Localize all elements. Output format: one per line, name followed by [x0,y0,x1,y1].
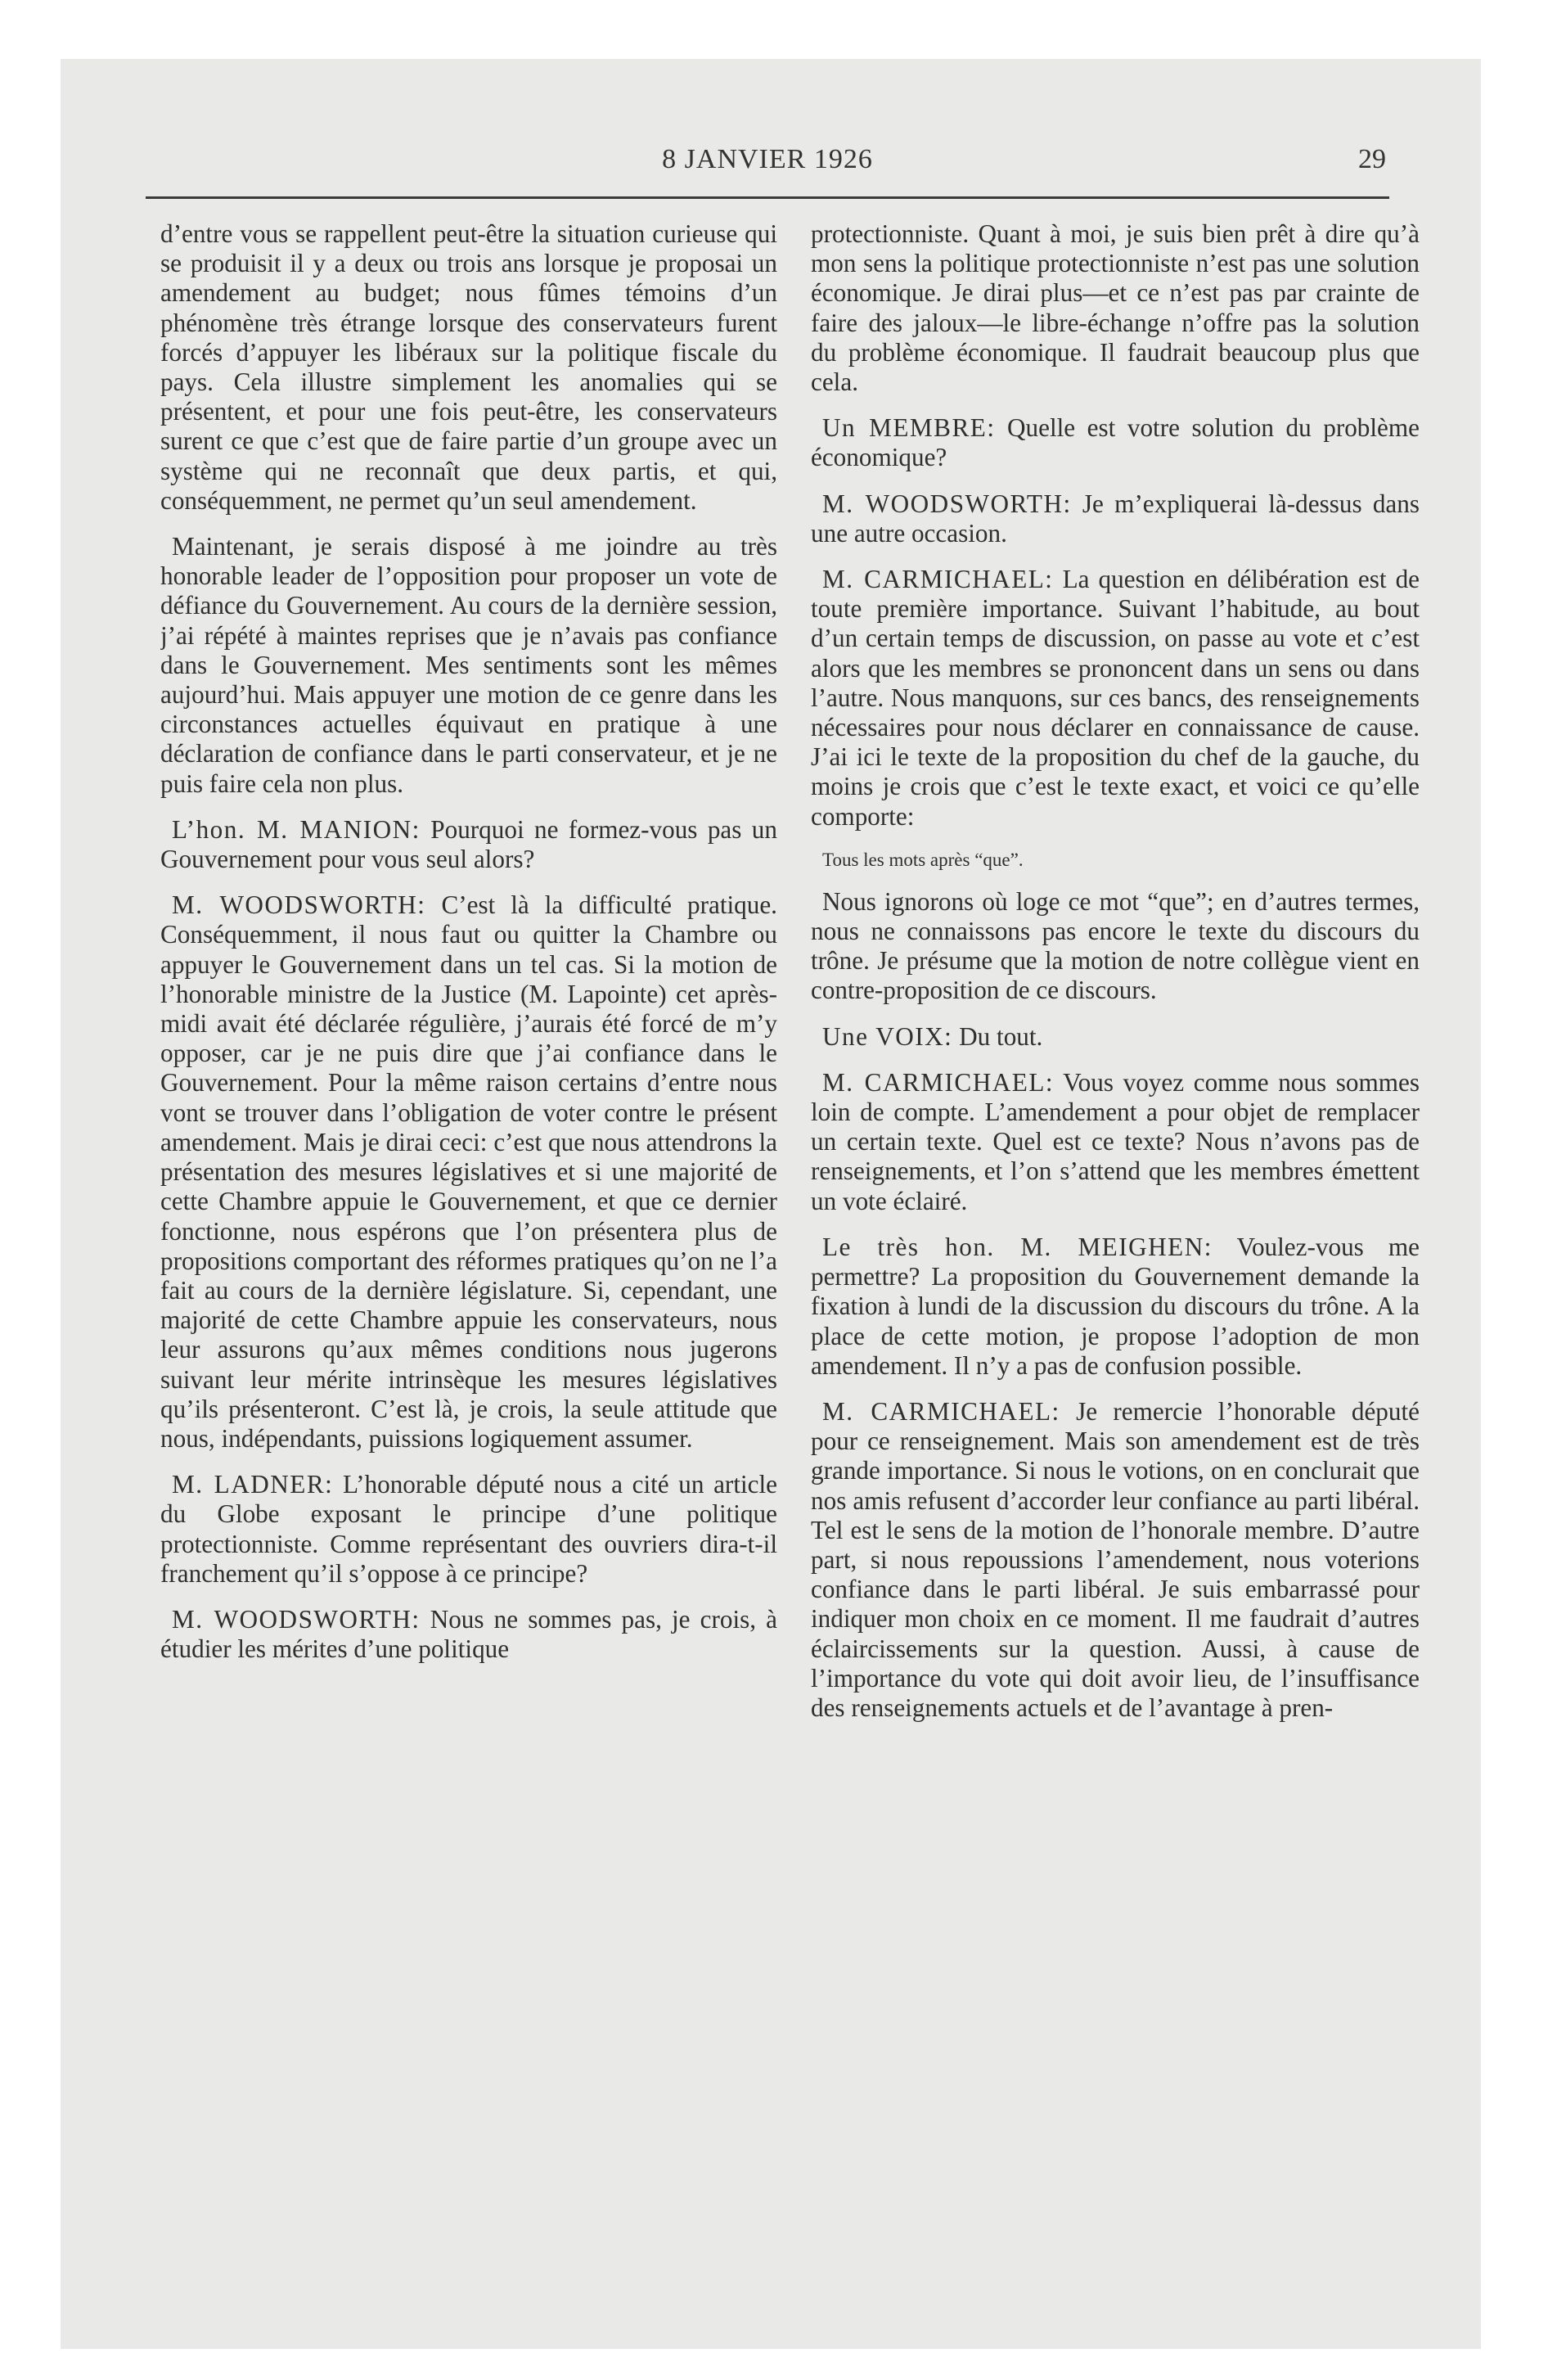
speaker: M. CARMICHAEL: [822,565,1054,594]
header-rule [146,196,1389,199]
speech: M. LADNER: L’honorable député nous a cité un article du Globe exposant le principe d’une politique protectionniste. Comme représentant des ouvriers dira-t-il franchement qu’il s’oppose à ce principe? [160,1470,777,1588]
running-head: 8 JANVIER 1926 [662,144,873,174]
paragraph: protectionniste. Quant à moi, je suis bien prêt à dire qu’à mon sens la politique protectionniste n’est pas une solution économique. Je dirai plus—et ce n’est pas par crainte de faire des jaloux—le libre-échange n’offre pas la solution du problème économique. Il faudrait beaucoup plus que cela. [811,219,1420,397]
speaker: Le très hon. M. MEIGHEN: [822,1232,1213,1261]
speech: Un MEMBRE: Quelle est votre solution du problème économique? [811,413,1420,472]
quotation: Tous les mots après “que”. [822,849,1024,870]
speaker: M. CARMICHAEL: [822,1067,1055,1097]
speech: Une VOIX: Du tout. [822,1021,1043,1051]
speech: M. CARMICHAEL: Vous voyez comme nous sommes loin de compte. L’amendement a pour objet de remplacer un certain texte. Quel est ce texte? Nous n’avons pas de renseignements, et l’on s’attend que les membres émettent un vote éclairé. [811,1067,1420,1215]
speech: M. WOODSWORTH: C’est là la difficulté pratique. Conséquemment, il nous faut ou quitter la Chambre ou appuyer le Gouvernement dans un tel cas. Si la motion de l’honorable ministre de la Justice (M. Lapointe) cet après-midi avait été déclarée régulière, j’aurais été forcé de m’y opposer, car je ne puis dire que j’ai confiance dans le Gouvernement. Pour la même raison certains d’entre nous vont se trouver dans l’obligation de voter contre le présent amendement. Mais je dirai ceci: c’est que nous attendrons la présentation des mesures législatives et si une majorité de cette Chambre appuie le Gouvernement, et que ce dernier fonctionne, nous espérons que l’on présentera plus de propositions comportant des réformes pratiques qu’on ne l’a fait au cours de la dernière législature. Si, cependant, une majorité de cette Chambre appuie les conservateurs, nous leur assurons qu’aux mêmes conditions nous jugerons suivant leur mérite intrinsèque les mesures législatives qu’ils présenteront. C’est là, je crois, la seule attitude que nous, indépendants, puissions logiquement assumer. [160,890,777,1453]
left-column [160,219,777,2298]
page-number: 29 [1358,144,1386,174]
speaker: M. CARMICHAEL: [822,1396,1060,1426]
page-header [146,144,1389,185]
speech: Le très hon. M. MEIGHEN: Voulez-vous me permettre? La proposition du Gouvernement demande la fixation à lundi de la discussion du discours du trône. A la place de cette motion, je propose l’adoption de mon amendement. Il n’y a pas de confusion possible. [811,1232,1420,1380]
right-column [811,219,1420,2298]
speaker: Une VOIX: [822,1021,953,1051]
paragraph: Nous ignorons où loge ce mot “que”; en d’autres termes, nous ne connaissons pas encore le texte du discours du trône. Je présume que la motion de notre collègue vient en contre-proposition de ce discours. [811,886,1420,1005]
speaker: M. WOODSWORTH: [172,1604,421,1634]
speaker: Un MEMBRE: [822,413,996,443]
speaker: M. LADNER: [172,1470,334,1499]
speech: M. WOODSWORTH: Je m’expliquerai là-dessus dans une autre occasion. [811,489,1420,548]
paragraph: Maintenant, je serais disposé à me joindre au très honorable leader de l’opposition pour proposer un vote de défiance du Gouvernement. Au cours de la dernière session, j’ai répété à maintes reprises que je n’avais pas confiance dans le Gouvernement. Mes sentiments sont les mêmes aujourd’hui. Mais appuyer une motion de ce genre dans les circonstances actuelles équivaut en pratique à une déclaration de confiance dans le parti conservateur, et je ne puis faire cela non plus. [160,532,777,798]
speech: M. CARMICHAEL: Je remercie l’honorable député pour ce renseignement. Mais son amendement est de très grande importance. Si nous le votions, on en conclurait que nos amis refusent d’accorder leur confiance au parti libéral. Tel est le sens de la motion de l’honorale membre. D’autre part, si nous repoussions l’amendement, nous voterions confiance dans le parti libéral. Je suis embarrassé pour indiquer mon choix en ce moment. Il me faudrait d’autres éclaircissements sur la question. Aussi, à cause de l’importance du vote qui doit avoir lieu, de l’insuffisance des renseignements actuels et de l’avantage à pren- [811,1396,1420,1722]
speaker: M. WOODSWORTH: [172,890,426,920]
paragraph: d’entre vous se rappellent peut-être la situation curieuse qui se produisit il y a deux ou trois ans lorsque je proposai un amendement au budget; nous fûmes témoins d’un phénomène très étrange lorsque des conservateurs furent forcés d’appuyer les libéraux sur la politique fiscale du pays. Cela illustre simplement les anomalies qui se présentent, et pour une fois peut-être, les conservateurs surent ce que c’est que de faire partie d’un groupe avec un système qui ne reconnaît que deux partis, et qui, conséquemment, ne permet qu’un seul amendement. [160,219,777,515]
speech: L’hon. M. MANION: Pourquoi ne formez-vous pas un Gouvernement pour vous seul alors? [160,814,777,874]
speech: M. WOODSWORTH: Nous ne sommes pas, je crois, à étudier les mérites d’une politique [160,1604,777,1664]
speaker: M. WOODSWORTH: [822,489,1072,518]
speaker: L’hon. M. MANION: [172,814,421,844]
speech: M. CARMICHAEL: La question en délibération est de toute première importance. Suivant l’habitude, au bout d’un certain temps de discussion, on passe au vote et c’est alors que les membres se prononcent dans un sens ou dans l’autre. Nous manquons, sur ces bancs, des renseignements nécessaires pour nous déclarer en connaissance de cause. J’ai ici le texte de la proposition du chef de la gauche, du moins je crois que c’est le texte exact, et voici ce qu’elle comporte: [811,565,1420,831]
